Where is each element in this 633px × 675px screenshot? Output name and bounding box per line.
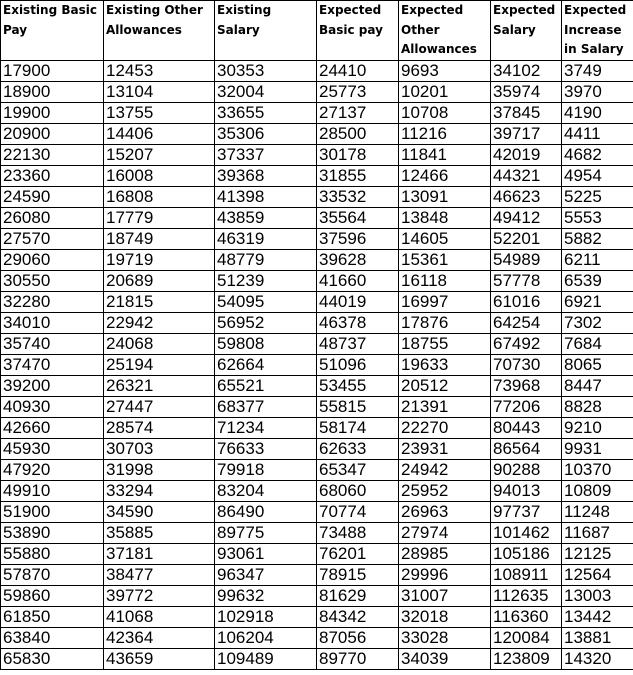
table-cell: 105186	[491, 544, 562, 565]
table-cell: 53455	[317, 376, 399, 397]
table-cell: 26321	[104, 376, 215, 397]
table-cell: 86564	[491, 439, 562, 460]
header-line: in Salary	[564, 42, 624, 56]
table-cell: 70730	[491, 355, 562, 376]
table-cell: 35974	[491, 82, 562, 103]
table-body	[1, 61, 633, 670]
table-cell: 47920	[1, 460, 104, 481]
table-cell: 24068	[104, 334, 215, 355]
table-cell: 29060	[1, 250, 104, 271]
table-cell: 13881	[562, 628, 633, 649]
table-cell: 16997	[399, 292, 491, 313]
table-cell: 37337	[215, 145, 317, 166]
table-cell: 120084	[491, 628, 562, 649]
table-cell: 30550	[1, 271, 104, 292]
table-cell: 102918	[215, 607, 317, 628]
table-row	[1, 376, 633, 397]
table-row	[1, 607, 633, 628]
table-row	[1, 355, 633, 376]
header-line: Basic pay	[319, 22, 383, 37]
table-row	[1, 61, 633, 82]
table-cell: 26080	[1, 208, 104, 229]
table-row	[1, 313, 633, 334]
table-cell: 116360	[491, 607, 562, 628]
table-cell: 108911	[491, 565, 562, 586]
table-cell: 57870	[1, 565, 104, 586]
table-cell: 28574	[104, 418, 215, 439]
header-expected-salary	[491, 1, 562, 61]
header-line: Expected	[319, 3, 382, 17]
table-cell: 11248	[562, 502, 633, 523]
header-row	[1, 1, 633, 61]
table-cell: 10809	[562, 481, 633, 502]
table-cell: 30353	[215, 61, 317, 82]
table-cell: 54989	[491, 250, 562, 271]
table-cell: 33532	[317, 187, 399, 208]
table-cell: 39628	[317, 250, 399, 271]
table-cell: 58174	[317, 418, 399, 439]
table-cell: 23360	[1, 166, 104, 187]
table-cell: 99632	[215, 586, 317, 607]
table-cell: 62664	[215, 355, 317, 376]
table-cell: 28985	[399, 544, 491, 565]
table-cell: 42660	[1, 418, 104, 439]
table-cell: 57778	[491, 271, 562, 292]
table-cell: 44321	[491, 166, 562, 187]
table-row	[1, 649, 633, 670]
table-cell: 86490	[215, 502, 317, 523]
table-cell: 33028	[399, 628, 491, 649]
table-cell: 4954	[562, 166, 633, 187]
table-cell: 94013	[491, 481, 562, 502]
table-cell: 21391	[399, 397, 491, 418]
table-cell: 24410	[317, 61, 399, 82]
table-cell: 3749	[562, 61, 633, 82]
header-existing-other-allowances	[104, 1, 215, 61]
table-cell: 8828	[562, 397, 633, 418]
table-row	[1, 250, 633, 271]
table-cell: 19633	[399, 355, 491, 376]
table-cell: 23931	[399, 439, 491, 460]
table-cell: 13755	[104, 103, 215, 124]
table-cell: 16008	[104, 166, 215, 187]
table-cell: 16118	[399, 271, 491, 292]
table-cell: 14605	[399, 229, 491, 250]
table-cell: 37845	[491, 103, 562, 124]
table-cell: 20900	[1, 124, 104, 145]
table-cell: 26963	[399, 502, 491, 523]
table-cell: 10370	[562, 460, 633, 481]
table-cell: 35885	[104, 523, 215, 544]
table-cell: 10201	[399, 82, 491, 103]
table-cell: 13104	[104, 82, 215, 103]
table-cell: 62633	[317, 439, 399, 460]
table-cell: 33655	[215, 103, 317, 124]
table-cell: 97737	[491, 502, 562, 523]
table-cell: 93061	[215, 544, 317, 565]
table-cell: 41398	[215, 187, 317, 208]
table-cell: 49412	[491, 208, 562, 229]
table-cell: 33294	[104, 481, 215, 502]
table-cell: 31007	[399, 586, 491, 607]
table-cell: 73968	[491, 376, 562, 397]
table-cell: 9931	[562, 439, 633, 460]
table-cell: 43659	[104, 649, 215, 670]
header-line: Expected	[493, 3, 556, 17]
table-cell: 28500	[317, 124, 399, 145]
table-row	[1, 229, 633, 250]
table-row	[1, 523, 633, 544]
table-cell: 9693	[399, 61, 491, 82]
header-existing-salary	[215, 1, 317, 61]
table-cell: 15207	[104, 145, 215, 166]
table-cell: 13091	[399, 187, 491, 208]
table-cell: 81629	[317, 586, 399, 607]
table-cell: 65521	[215, 376, 317, 397]
table-cell: 19900	[1, 103, 104, 124]
table-cell: 77206	[491, 397, 562, 418]
table-cell: 20689	[104, 271, 215, 292]
table-cell: 46623	[491, 187, 562, 208]
table-cell: 39200	[1, 376, 104, 397]
table-cell: 27570	[1, 229, 104, 250]
table-cell: 12466	[399, 166, 491, 187]
table-cell: 51096	[317, 355, 399, 376]
table-cell: 5225	[562, 187, 633, 208]
header-line: Expected	[401, 3, 464, 17]
table-cell: 61850	[1, 607, 104, 628]
table-row	[1, 145, 633, 166]
table-cell: 39772	[104, 586, 215, 607]
table-cell: 54095	[215, 292, 317, 313]
table-cell: 9210	[562, 418, 633, 439]
table-cell: 24942	[399, 460, 491, 481]
table-row	[1, 439, 633, 460]
table-cell: 96347	[215, 565, 317, 586]
table-cell: 46378	[317, 313, 399, 334]
table-cell: 67492	[491, 334, 562, 355]
header-line: Increase	[564, 22, 622, 37]
table-row	[1, 502, 633, 523]
table-cell: 32280	[1, 292, 104, 313]
table-cell: 25773	[317, 82, 399, 103]
header-expected-basic-pay	[317, 1, 399, 61]
table-cell: 19719	[104, 250, 215, 271]
table-cell: 51239	[215, 271, 317, 292]
header-line: Other	[401, 22, 440, 37]
table-cell: 30703	[104, 439, 215, 460]
header-expected-other-allowances	[399, 1, 491, 61]
table-cell: 35564	[317, 208, 399, 229]
table-cell: 25194	[104, 355, 215, 376]
table-cell: 55880	[1, 544, 104, 565]
table-cell: 84342	[317, 607, 399, 628]
table-row	[1, 418, 633, 439]
header-line: Existing Salary	[217, 3, 272, 37]
table-row	[1, 208, 633, 229]
table-row	[1, 481, 633, 502]
table-cell: 20512	[399, 376, 491, 397]
table-cell: 37596	[317, 229, 399, 250]
table-cell: 73488	[317, 523, 399, 544]
table-cell: 49910	[1, 481, 104, 502]
table-cell: 8065	[562, 355, 633, 376]
header-line: Expected	[564, 3, 627, 17]
header-line: Pay	[3, 22, 28, 37]
table-cell: 32018	[399, 607, 491, 628]
table-cell: 44019	[317, 292, 399, 313]
table-cell: 16808	[104, 187, 215, 208]
table-cell: 6921	[562, 292, 633, 313]
table-cell: 13848	[399, 208, 491, 229]
table-row	[1, 628, 633, 649]
table-cell: 46319	[215, 229, 317, 250]
table-cell: 59808	[215, 334, 317, 355]
table-cell: 55815	[317, 397, 399, 418]
table-cell: 109489	[215, 649, 317, 670]
table-cell: 89775	[215, 523, 317, 544]
table-cell: 39368	[215, 166, 317, 187]
table-cell: 12453	[104, 61, 215, 82]
table-cell: 18749	[104, 229, 215, 250]
table-row	[1, 166, 633, 187]
table-cell: 35306	[215, 124, 317, 145]
table-cell: 40930	[1, 397, 104, 418]
table-cell: 14406	[104, 124, 215, 145]
table-cell: 37470	[1, 355, 104, 376]
table-row	[1, 292, 633, 313]
table-cell: 89770	[317, 649, 399, 670]
table-cell: 18755	[399, 334, 491, 355]
table-cell: 21815	[104, 292, 215, 313]
table-cell: 12564	[562, 565, 633, 586]
table-cell: 17779	[104, 208, 215, 229]
table-row	[1, 544, 633, 565]
table-cell: 3970	[562, 82, 633, 103]
table-cell: 48737	[317, 334, 399, 355]
table-cell: 22270	[399, 418, 491, 439]
header-line: Salary	[493, 22, 536, 37]
table-cell: 31855	[317, 166, 399, 187]
table-cell: 48779	[215, 250, 317, 271]
table-cell: 41660	[317, 271, 399, 292]
table-cell: 18900	[1, 82, 104, 103]
table-cell: 22942	[104, 313, 215, 334]
table-cell: 10708	[399, 103, 491, 124]
table-cell: 27137	[317, 103, 399, 124]
table-cell: 70774	[317, 502, 399, 523]
table-cell: 5553	[562, 208, 633, 229]
table-cell: 51900	[1, 502, 104, 523]
table-row	[1, 103, 633, 124]
table-cell: 68377	[215, 397, 317, 418]
table-cell: 4411	[562, 124, 633, 145]
table-cell: 27447	[104, 397, 215, 418]
table-cell: 8447	[562, 376, 633, 397]
table-cell: 37181	[104, 544, 215, 565]
table-cell: 12125	[562, 544, 633, 565]
table-cell: 7302	[562, 313, 633, 334]
table-cell: 76633	[215, 439, 317, 460]
table-cell: 34590	[104, 502, 215, 523]
table-cell: 4682	[562, 145, 633, 166]
table-row	[1, 82, 633, 103]
table-cell: 17900	[1, 61, 104, 82]
table-cell: 39717	[491, 124, 562, 145]
table-cell: 45930	[1, 439, 104, 460]
header-line: Existing Other	[106, 3, 203, 17]
table-cell: 87056	[317, 628, 399, 649]
table-cell: 63840	[1, 628, 104, 649]
table-cell: 42019	[491, 145, 562, 166]
table-cell: 34039	[399, 649, 491, 670]
table-cell: 71234	[215, 418, 317, 439]
header-expected-increase	[562, 1, 633, 61]
table-cell: 35740	[1, 334, 104, 355]
table-cell: 78915	[317, 565, 399, 586]
table-cell: 29996	[399, 565, 491, 586]
table-row	[1, 271, 633, 292]
table-cell: 14320	[562, 649, 633, 670]
table-cell: 43859	[215, 208, 317, 229]
table-cell: 25952	[399, 481, 491, 502]
table-row	[1, 460, 633, 481]
table-cell: 65347	[317, 460, 399, 481]
table-cell: 4190	[562, 103, 633, 124]
table-cell: 11216	[399, 124, 491, 145]
table-cell: 112635	[491, 586, 562, 607]
table-cell: 56952	[215, 313, 317, 334]
table-cell: 34010	[1, 313, 104, 334]
table-cell: 61016	[491, 292, 562, 313]
table-cell: 59860	[1, 586, 104, 607]
table-cell: 13003	[562, 586, 633, 607]
table-row	[1, 187, 633, 208]
table-cell: 68060	[317, 481, 399, 502]
table-cell: 53890	[1, 523, 104, 544]
table-cell: 123809	[491, 649, 562, 670]
table-cell: 27974	[399, 523, 491, 544]
table-cell: 106204	[215, 628, 317, 649]
table-cell: 80443	[491, 418, 562, 439]
table-cell: 11687	[562, 523, 633, 544]
table-cell: 30178	[317, 145, 399, 166]
header-line: Existing Basic	[3, 3, 97, 17]
table-cell: 64254	[491, 313, 562, 334]
table-cell: 13442	[562, 607, 633, 628]
table-cell: 38477	[104, 565, 215, 586]
table-cell: 90288	[491, 460, 562, 481]
header-line: Allowances	[106, 22, 182, 37]
table-cell: 83204	[215, 481, 317, 502]
table-cell: 7684	[562, 334, 633, 355]
table-cell: 24590	[1, 187, 104, 208]
header-line: Allowances	[401, 42, 477, 56]
table-cell: 52201	[491, 229, 562, 250]
table-cell: 42364	[104, 628, 215, 649]
header-existing-basic-pay	[1, 1, 104, 61]
table-cell: 22130	[1, 145, 104, 166]
table-cell: 31998	[104, 460, 215, 481]
table-row	[1, 565, 633, 586]
table-cell: 15361	[399, 250, 491, 271]
table-cell: 6211	[562, 250, 633, 271]
table-row	[1, 586, 633, 607]
table-cell: 101462	[491, 523, 562, 544]
table-cell: 5882	[562, 229, 633, 250]
table-row	[1, 334, 633, 355]
table-cell: 65830	[1, 649, 104, 670]
table-cell: 17876	[399, 313, 491, 334]
table-cell: 76201	[317, 544, 399, 565]
table-cell: 34102	[491, 61, 562, 82]
table-cell: 32004	[215, 82, 317, 103]
table-cell: 41068	[104, 607, 215, 628]
table-cell: 11841	[399, 145, 491, 166]
table-row	[1, 124, 633, 145]
table-row	[1, 397, 633, 418]
table-cell: 6539	[562, 271, 633, 292]
table-cell: 79918	[215, 460, 317, 481]
